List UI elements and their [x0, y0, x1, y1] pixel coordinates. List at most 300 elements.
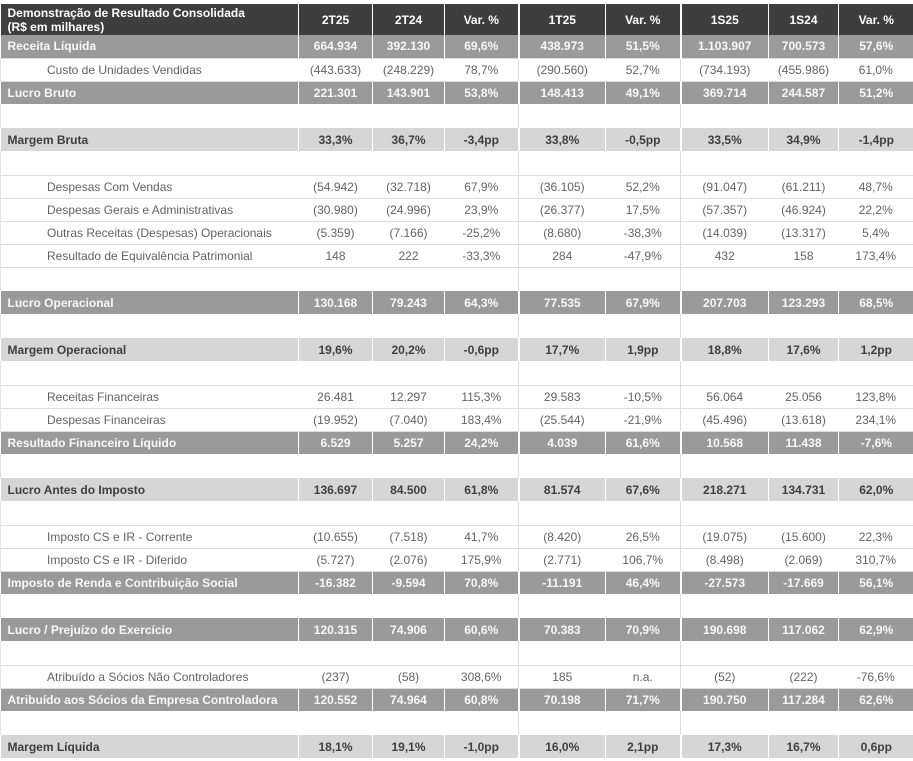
cell: [519, 314, 606, 338]
cell: (25.544): [519, 408, 606, 431]
row-label: Receitas Financeiras: [1, 385, 299, 408]
cell: 67,9%: [606, 291, 681, 314]
row-label: [1, 501, 299, 525]
cell: [299, 104, 373, 128]
cell: (10.655): [299, 525, 373, 548]
row-label: [1, 454, 299, 478]
cell: [606, 314, 681, 338]
cell: [519, 361, 606, 385]
cell: [445, 314, 519, 338]
cell: -27.573: [681, 571, 769, 594]
column-header: Var. %: [606, 4, 681, 35]
row-label: Lucro Operacional: [1, 291, 299, 314]
cell: (248.229): [373, 58, 445, 81]
cell: 16,0%: [519, 735, 606, 758]
cell: [299, 594, 373, 618]
column-header: 2T24: [373, 4, 445, 35]
column-header: 2T25: [299, 4, 373, 35]
cell: 190.698: [681, 618, 769, 641]
cell: 17,6%: [769, 338, 839, 361]
table-row: [1, 175, 913, 198]
cell: 51,5%: [606, 35, 681, 58]
cell: -38,3%: [606, 221, 681, 244]
cell: (61.211): [769, 175, 839, 198]
column-header: 1S24: [769, 4, 839, 35]
cell: [299, 361, 373, 385]
cell: -10,5%: [606, 385, 681, 408]
cell: 52,2%: [606, 175, 681, 198]
spacer-row: [1, 501, 913, 525]
cell: [299, 151, 373, 175]
cell: -17.669: [769, 571, 839, 594]
cell: 41,7%: [445, 525, 519, 548]
cell: [769, 594, 839, 618]
table-row: [1, 81, 913, 104]
cell: [606, 641, 681, 665]
cell: (46.924): [769, 198, 839, 221]
cell: (24.996): [373, 198, 445, 221]
cell: [373, 314, 445, 338]
cell: 67,9%: [445, 175, 519, 198]
cell: n.a.: [606, 665, 681, 688]
spacer-row: [1, 151, 913, 175]
cell: [445, 454, 519, 478]
cell: 12.297: [373, 385, 445, 408]
cell: (19.075): [681, 525, 769, 548]
table-title: [1, 4, 299, 35]
cell: 17,5%: [606, 198, 681, 221]
cell: 5,4%: [839, 221, 913, 244]
cell: (5.727): [299, 548, 373, 571]
cell: 62,0%: [839, 478, 913, 501]
row-label: Atribuído a Sócios Não Controladores: [1, 665, 299, 688]
cell: (57.357): [681, 198, 769, 221]
cell: 0,6pp: [839, 735, 913, 758]
column-header: Var. %: [445, 4, 519, 35]
cell: [839, 501, 913, 525]
cell: [299, 501, 373, 525]
cell: (2.076): [373, 548, 445, 571]
cell: (14.039): [681, 221, 769, 244]
cell: [681, 454, 769, 478]
cell: 22,2%: [839, 198, 913, 221]
cell: 33,3%: [299, 128, 373, 151]
cell: [769, 151, 839, 175]
table-header-row: [1, 4, 913, 35]
table-row: [1, 478, 913, 501]
cell: 143.901: [373, 81, 445, 104]
table-row: [1, 571, 913, 594]
row-label: Imposto CS e IR - Diferido: [1, 548, 299, 571]
row-label: Margem Líquida: [1, 735, 299, 758]
cell: [606, 104, 681, 128]
row-label: [1, 104, 299, 128]
spacer-row: [1, 594, 913, 618]
table-row: [1, 688, 913, 711]
cell: 74.964: [373, 688, 445, 711]
cell: [373, 267, 445, 291]
cell: (54.942): [299, 175, 373, 198]
cell: [606, 151, 681, 175]
cell: [445, 151, 519, 175]
table-row: [1, 665, 913, 688]
cell: 70,9%: [606, 618, 681, 641]
column-header: 1S25: [681, 4, 769, 35]
cell: -11.191: [519, 571, 606, 594]
cell: (13.317): [769, 221, 839, 244]
cell: [839, 361, 913, 385]
row-label: Imposto de Renda e Contribuição Social: [1, 571, 299, 594]
cell: 117.284: [769, 688, 839, 711]
row-label: Despesas Financeiras: [1, 408, 299, 431]
cell: -7,6%: [839, 431, 913, 454]
cell: -3,4pp: [445, 128, 519, 151]
row-label: [1, 267, 299, 291]
column-header: 1T25: [519, 4, 606, 35]
cell: (2.771): [519, 548, 606, 571]
cell: [606, 361, 681, 385]
cell: 48,7%: [839, 175, 913, 198]
cell: [445, 104, 519, 128]
cell: [769, 711, 839, 735]
cell: -9.594: [373, 571, 445, 594]
cell: 62,9%: [839, 618, 913, 641]
cell: [769, 501, 839, 525]
cell: (5.359): [299, 221, 373, 244]
cell: 61,8%: [445, 478, 519, 501]
cell: [299, 641, 373, 665]
cell: 33,5%: [681, 128, 769, 151]
row-label: Despesas Gerais e Administrativas: [1, 198, 299, 221]
row-label: Margem Operacional: [1, 338, 299, 361]
cell: (8.498): [681, 548, 769, 571]
cell: [839, 267, 913, 291]
cell: [839, 641, 913, 665]
cell: 70.383: [519, 618, 606, 641]
cell: -47,9%: [606, 244, 681, 267]
cell: 115,3%: [445, 385, 519, 408]
spacer-row: [1, 361, 913, 385]
table-row: [1, 198, 913, 221]
row-label: Imposto CS e IR - Corrente: [1, 525, 299, 548]
cell: 29.583: [519, 385, 606, 408]
cell: [299, 454, 373, 478]
cell: [373, 454, 445, 478]
cell: [373, 361, 445, 385]
cell: -33,3%: [445, 244, 519, 267]
cell: (290.560): [519, 58, 606, 81]
row-label: Resultado Financeiro Líquido: [1, 431, 299, 454]
cell: 16,7%: [769, 735, 839, 758]
cell: 56,1%: [839, 571, 913, 594]
table-title-line1: Demonstração de Resultado Consolidada: [7, 5, 245, 20]
row-label: [1, 641, 299, 665]
table-row: [1, 338, 913, 361]
cell: [681, 104, 769, 128]
cell: 57,6%: [839, 35, 913, 58]
cell: 221.301: [299, 81, 373, 104]
cell: (15.600): [769, 525, 839, 548]
cell: 117.062: [769, 618, 839, 641]
cell: 158: [769, 244, 839, 267]
cell: [519, 151, 606, 175]
cell: (32.718): [373, 175, 445, 198]
cell: 61,6%: [606, 431, 681, 454]
cell: [445, 361, 519, 385]
cell: 207.703: [681, 291, 769, 314]
table-row: [1, 128, 913, 151]
cell: 70.198: [519, 688, 606, 711]
cell: [839, 454, 913, 478]
cell: [445, 641, 519, 665]
row-label: Outras Receitas (Despesas) Operacionais: [1, 221, 299, 244]
cell: 26,5%: [606, 525, 681, 548]
cell: 53,8%: [445, 81, 519, 104]
cell: -16.382: [299, 571, 373, 594]
cell: [839, 314, 913, 338]
spacer-row: [1, 641, 913, 665]
cell: 10.568: [681, 431, 769, 454]
cell: 69,6%: [445, 35, 519, 58]
table-row: [1, 58, 913, 81]
cell: -76,6%: [839, 665, 913, 688]
row-label: [1, 361, 299, 385]
cell: (19.952): [299, 408, 373, 431]
cell: [681, 501, 769, 525]
cell: 218.271: [681, 478, 769, 501]
cell: 17,7%: [519, 338, 606, 361]
table-row: [1, 408, 913, 431]
cell: (443.633): [299, 58, 373, 81]
cell: 222: [373, 244, 445, 267]
cell: [681, 267, 769, 291]
row-label: Despesas Com Vendas: [1, 175, 299, 198]
cell: 134.731: [769, 478, 839, 501]
cell: [769, 361, 839, 385]
cell: 308,6%: [445, 665, 519, 688]
cell: (8.680): [519, 221, 606, 244]
cell: [519, 267, 606, 291]
cell: 19,1%: [373, 735, 445, 758]
cell: -21,9%: [606, 408, 681, 431]
row-label: Atribuído aos Sócios da Empresa Controladora: [1, 688, 299, 711]
column-header: Var. %: [839, 4, 913, 35]
cell: 78,7%: [445, 58, 519, 81]
row-label: [1, 711, 299, 735]
row-label: Resultado de Equivalência Patrimonial: [1, 244, 299, 267]
cell: 20,2%: [373, 338, 445, 361]
cell: 438.973: [519, 35, 606, 58]
cell: (734.193): [681, 58, 769, 81]
cell: [839, 711, 913, 735]
cell: 56.064: [681, 385, 769, 408]
cell: (7.166): [373, 221, 445, 244]
cell: 183,4%: [445, 408, 519, 431]
table-row: [1, 221, 913, 244]
table-row: [1, 525, 913, 548]
cell: 700.573: [769, 35, 839, 58]
cell: 68,5%: [839, 291, 913, 314]
cell: (222): [769, 665, 839, 688]
cell: [519, 501, 606, 525]
cell: [681, 641, 769, 665]
cell: 148.413: [519, 81, 606, 104]
cell: 284: [519, 244, 606, 267]
cell: (13.618): [769, 408, 839, 431]
cell: 26.481: [299, 385, 373, 408]
cell: [373, 501, 445, 525]
cell: [299, 267, 373, 291]
cell: 70,8%: [445, 571, 519, 594]
cell: 175,9%: [445, 548, 519, 571]
cell: 130.168: [299, 291, 373, 314]
cell: [769, 454, 839, 478]
cell: 310,7%: [839, 548, 913, 571]
cell: 51,2%: [839, 81, 913, 104]
cell: 62,6%: [839, 688, 913, 711]
cell: [445, 267, 519, 291]
cell: 185: [519, 665, 606, 688]
cell: [445, 711, 519, 735]
cell: 1,2pp: [839, 338, 913, 361]
cell: 5.257: [373, 431, 445, 454]
cell: [373, 104, 445, 128]
cell: 19,6%: [299, 338, 373, 361]
cell: 60,8%: [445, 688, 519, 711]
cell: (2.069): [769, 548, 839, 571]
cell: 33,8%: [519, 128, 606, 151]
cell: 74.906: [373, 618, 445, 641]
cell: (36.105): [519, 175, 606, 198]
cell: [606, 594, 681, 618]
cell: -0,5pp: [606, 128, 681, 151]
table-row: [1, 35, 913, 58]
row-label: [1, 314, 299, 338]
cell: 120.315: [299, 618, 373, 641]
cell: [519, 641, 606, 665]
table-row: [1, 735, 913, 758]
cell: 432: [681, 244, 769, 267]
cell: 17,3%: [681, 735, 769, 758]
cell: [519, 104, 606, 128]
table-row: [1, 618, 913, 641]
cell: 84.500: [373, 478, 445, 501]
cell: 18,1%: [299, 735, 373, 758]
cell: (30.980): [299, 198, 373, 221]
cell: 392.130: [373, 35, 445, 58]
cell: 46,4%: [606, 571, 681, 594]
income-statement-table: [0, 4, 913, 758]
row-label: Lucro Antes do Imposto: [1, 478, 299, 501]
spacer-row: [1, 711, 913, 735]
cell: [373, 151, 445, 175]
cell: (237): [299, 665, 373, 688]
cell: 190.750: [681, 688, 769, 711]
cell: [839, 594, 913, 618]
cell: [839, 151, 913, 175]
cell: [373, 594, 445, 618]
cell: 18,8%: [681, 338, 769, 361]
cell: 25.056: [769, 385, 839, 408]
cell: [519, 711, 606, 735]
cell: (91.047): [681, 175, 769, 198]
cell: [373, 641, 445, 665]
spacer-row: [1, 314, 913, 338]
spacer-row: [1, 104, 913, 128]
cell: 173,4%: [839, 244, 913, 267]
row-label: Lucro Bruto: [1, 81, 299, 104]
cell: [606, 501, 681, 525]
cell: [769, 267, 839, 291]
cell: 2,1pp: [606, 735, 681, 758]
cell: 81.574: [519, 478, 606, 501]
cell: -25,2%: [445, 221, 519, 244]
cell: 664.934: [299, 35, 373, 58]
cell: 1,9pp: [606, 338, 681, 361]
cell: [299, 711, 373, 735]
cell: [769, 104, 839, 128]
cell: [681, 314, 769, 338]
table-title-line2: (R$ em milhares): [7, 19, 105, 34]
cell: 61,0%: [839, 58, 913, 81]
cell: (7.518): [373, 525, 445, 548]
cell: 11.438: [769, 431, 839, 454]
row-label: Margem Bruta: [1, 128, 299, 151]
cell: (455.986): [769, 58, 839, 81]
cell: 24,2%: [445, 431, 519, 454]
cell: 244.587: [769, 81, 839, 104]
cell: [519, 594, 606, 618]
row-label: [1, 594, 299, 618]
row-label: Custo de Unidades Vendidas: [1, 58, 299, 81]
spacer-row: [1, 454, 913, 478]
cell: 123.293: [769, 291, 839, 314]
row-label: Lucro / Prejuízo do Exercício: [1, 618, 299, 641]
cell: -0,6pp: [445, 338, 519, 361]
cell: -1,4pp: [839, 128, 913, 151]
cell: [606, 454, 681, 478]
cell: [681, 594, 769, 618]
cell: 4.039: [519, 431, 606, 454]
cell: (7.040): [373, 408, 445, 431]
cell: 34,9%: [769, 128, 839, 151]
row-label: [1, 151, 299, 175]
cell: 49,1%: [606, 81, 681, 104]
cell: 23,9%: [445, 198, 519, 221]
cell: 136.697: [299, 478, 373, 501]
table-row: [1, 431, 913, 454]
cell: [681, 151, 769, 175]
cell: 67,6%: [606, 478, 681, 501]
cell: 71,7%: [606, 688, 681, 711]
cell: 369.714: [681, 81, 769, 104]
table-row: [1, 385, 913, 408]
cell: 6.529: [299, 431, 373, 454]
table-row: [1, 291, 913, 314]
cell: 120.552: [299, 688, 373, 711]
cell: 64,3%: [445, 291, 519, 314]
cell: 52,7%: [606, 58, 681, 81]
cell: 1.103.907: [681, 35, 769, 58]
table-row: [1, 244, 913, 267]
cell: (8.420): [519, 525, 606, 548]
cell: 234,1%: [839, 408, 913, 431]
cell: 22,3%: [839, 525, 913, 548]
cell: 106,7%: [606, 548, 681, 571]
cell: 123,8%: [839, 385, 913, 408]
cell: 148: [299, 244, 373, 267]
cell: [681, 361, 769, 385]
